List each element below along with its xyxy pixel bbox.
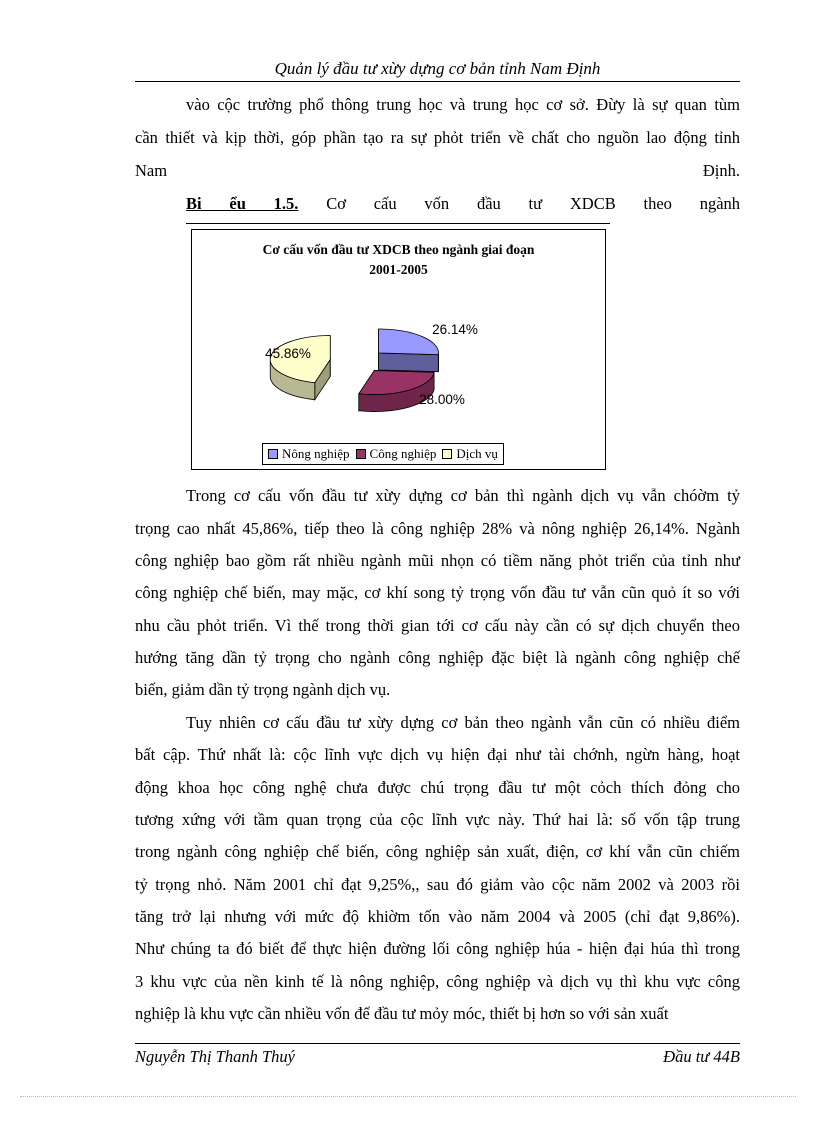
- p2-line-6: tỷ trọng nhỏ. Năm 2001 chỉ đạt 9,25%,, sau đó giảm vào cộc năm 2002 và 2003 rồi: [135, 875, 740, 894]
- p1-line-3: công nghiệp bao gồm rất nhiều ngành mũi nhọn có tiềm năng phỏt triển của tỉnh như: [135, 551, 740, 570]
- page-bottom-border: [20, 1096, 796, 1097]
- data-label-industry: 28.00%: [419, 392, 465, 407]
- p1-line-1: Trong cơ cấu vốn đầu tư xừy dựng cơ bản thì ngành dịch vụ vẫn chóờm tỷ: [186, 486, 740, 505]
- intro-line-2: cần thiết và kịp thời, góp phần tạo ra sự phỏt triển về chất cho nguồn lao động tỉnh: [135, 128, 740, 147]
- legend-item-services: [442, 446, 498, 462]
- intro-line-3-right: Định.: [702, 161, 740, 180]
- p2-line-10: nghiệp là khu vực cần nhiều vốn để đầu tư mỏy móc, thiết bị hơn so với sản xuất: [135, 1004, 669, 1023]
- footer-class: Đầu tư 44B: [663, 1047, 740, 1066]
- p2-line-1: Tuy nhiên cơ cấu đầu tư xừy dựng cơ bản theo ngành vẫn cũn có nhiều điểm: [186, 713, 740, 732]
- data-label-services: 45.86%: [265, 346, 311, 361]
- p1-line-4: công nghiệp chế biến, may mặc, cơ khí song tỷ trọng vốn đầu tư vẫn cũn quỏ ít so với: [135, 583, 740, 602]
- legend-swatch-services: [442, 449, 452, 459]
- intro-line-3: [135, 159, 740, 183]
- legend-item-agriculture: [268, 446, 350, 462]
- p2-line-8: Như chúng ta đó biết để thực hiện đường lối công nghiệp húa - hiện đại húa thì trong: [135, 939, 740, 958]
- legend-item-industry: [356, 446, 437, 462]
- pie-slice-agriculture-side-1: [378, 353, 438, 372]
- legend-swatch-industry: [356, 449, 366, 459]
- p1-line-2: trọng cao nhất 45,86%, tiếp theo là công nghiệp 28% và nông nghiệp 26,14%. Ngành: [135, 519, 740, 538]
- p1-line-7: biến, giảm dần tỷ trọng ngành dịch vụ.: [135, 680, 391, 699]
- figure-caption-text: Cơ cấu vốn đầu tư XDCB theo ngành: [326, 194, 741, 213]
- pie-slice-agriculture: [378, 329, 438, 355]
- p2-line-7: tăng trở lại nhưng với mức độ khiờm tốn vào năm 2004 và 2005 (chỉ đạt 9,86%).: [135, 907, 740, 926]
- chart-title-line-2: 2001-2005: [369, 262, 428, 277]
- p2-line-3: động khoa học công nghệ chưa được chú trọng đầu tư một cỏch thích đỏng cho: [135, 778, 740, 797]
- chart-title-line-1: Cơ cấu vốn đầu tư XDCB theo ngành giai đoạn: [262, 242, 535, 257]
- legend-swatch-agriculture: [268, 449, 278, 459]
- chart-legend: [262, 443, 504, 465]
- p1-line-6: hướng tăng dần tỷ trọng cho ngành công nghiệp đặc biệt là ngành công nghiệp chế: [135, 648, 740, 667]
- figure-caption: [186, 192, 740, 216]
- legend-label-agriculture: Nông nghiệp: [282, 446, 350, 461]
- intro-line-1: vào cộc trường phổ thông trung học và trung học cơ sở. Đừy là sự quan tùm: [186, 95, 740, 114]
- running-header: Quản lý đầu tư xừy dựng cơ bản tỉnh Nam Định: [274, 59, 601, 78]
- pie-chart: [191, 229, 606, 470]
- p2-line-9: 3 khu vực của nền kinh tế là nông nghiệp, công nghiệp và dịch vụ thì khu vực công: [135, 972, 740, 991]
- p2-line-4: tương xứng với tầm quan trọng của cộc lĩnh vực này. Thứ hai là: số vốn tập trung: [135, 810, 740, 829]
- p2-line-5: trong ngành công nghiệp chế biến, công nghiệp sản xuất, điện, cơ khí vẫn cũn chiếm: [135, 842, 740, 861]
- figure-label: Bi ểu 1.5.: [186, 194, 299, 213]
- pie-chart-svg: [192, 230, 605, 469]
- header-divider: [135, 81, 740, 82]
- footer-divider: [135, 1043, 740, 1044]
- intro-line-3-left: Nam: [135, 161, 168, 180]
- p2-line-2: bất cập. Thứ nhất là: cộc lĩnh vực dịch vụ hiện đại như tài chớnh, ngừn hàng, hoạt: [135, 745, 740, 764]
- chart-top-rule: [186, 223, 610, 224]
- p1-line-5: nhu cầu phỏt triển. Vì thế trong thời gian tới cơ cấu này cần có sự dịch chuyển theo: [135, 616, 740, 635]
- legend-label-services: Dịch vụ: [456, 446, 498, 461]
- legend-label-industry: Công nghiệp: [369, 446, 437, 461]
- footer-author: Nguyễn Thị Thanh Thuý: [135, 1047, 295, 1066]
- data-label-agriculture: 26.14%: [432, 322, 478, 337]
